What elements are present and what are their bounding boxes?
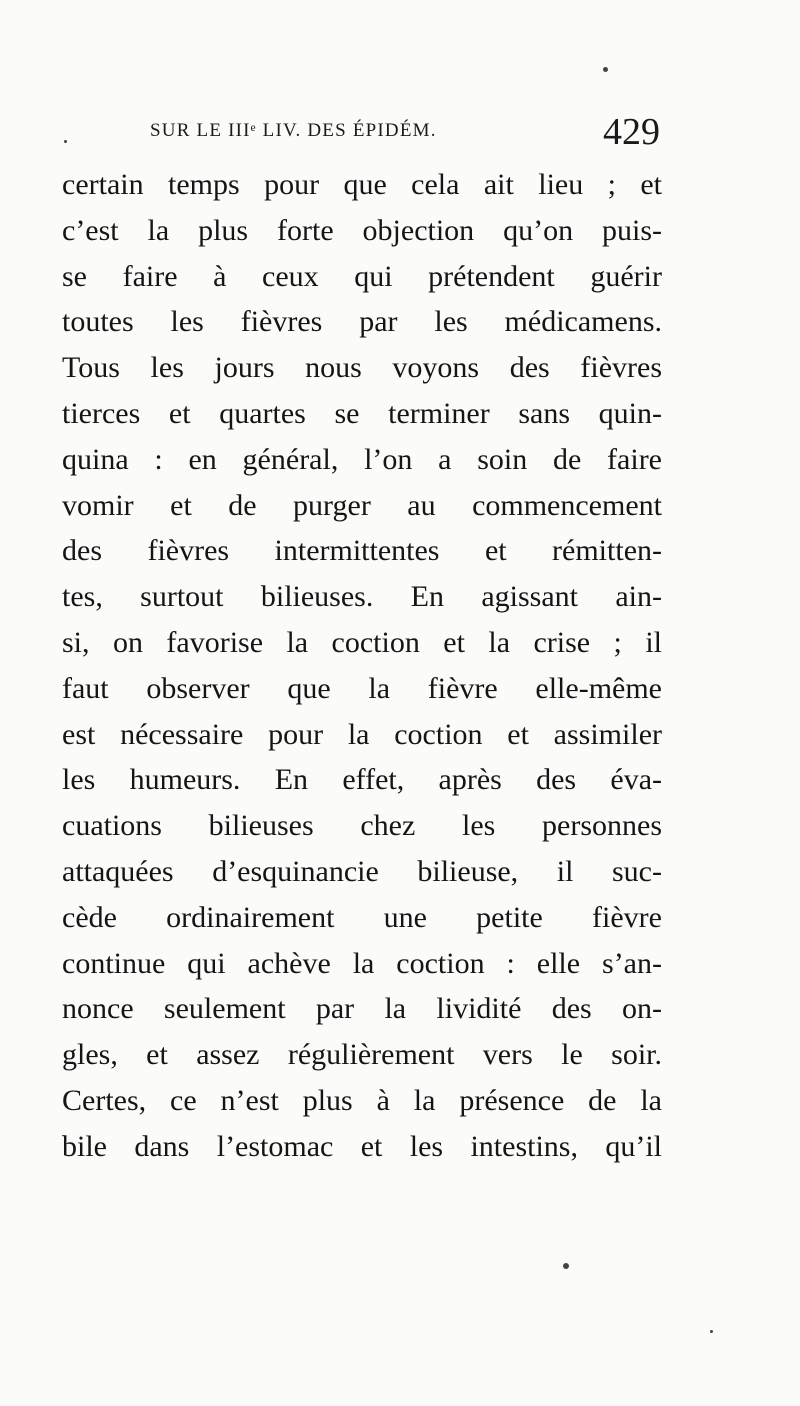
text-line: est nécessaire pour la coction et assimiler — [62, 717, 662, 751]
text-line: des fièvres intermittentes et rémitten- — [62, 534, 662, 568]
text-line: Tous les jours nous voyons des fièvres — [62, 351, 662, 385]
text-line: quina : en général, l’on a soin de faire — [62, 442, 662, 476]
text-line: vomir et de purger au commencement — [62, 488, 662, 522]
text-line: bile dans l’estomac et les intestins, qu’il — [62, 1129, 662, 1163]
running-head — [150, 112, 660, 158]
text-line: nonce seulement par la lividité des on- — [62, 992, 662, 1026]
ink-speck — [64, 140, 67, 143]
text-line: cuations bilieuses chez les personnes — [62, 809, 662, 843]
ink-speck — [710, 1330, 713, 1333]
ink-speck — [563, 1263, 569, 1269]
page-number: 429 — [603, 111, 660, 153]
text-line: Certes, ce n’est plus à la présence de la — [62, 1083, 662, 1117]
text-line: attaquées d’esquinancie bilieuse, il suc- — [62, 854, 662, 888]
text-line: si, on favorise la coction et la crise ; il — [62, 625, 662, 659]
text-line: toutes les fièvres par les médicamens. — [62, 305, 662, 339]
ink-speck — [603, 67, 608, 72]
text-line: gles, et assez régulièrement vers le soir. — [62, 1038, 662, 1072]
running-title: SUR LE IIIᵉ LIV. DES ÉPIDÉM. — [150, 120, 437, 141]
body-text — [62, 162, 662, 1170]
text-line: faut observer que la fièvre elle-même — [62, 671, 662, 705]
text-line: se faire à ceux qui prétendent guérir — [62, 259, 662, 293]
text-line: cède ordinairement une petite fièvre — [62, 900, 662, 934]
text-line: les humeurs. En effet, après des éva- — [62, 763, 662, 797]
text-line: tes, surtout bilieuses. En agissant ain- — [62, 580, 662, 614]
text-line: certain temps pour que cela ait lieu ; et — [62, 168, 662, 201]
text-line: c’est la plus forte objection qu’on puis- — [62, 213, 662, 247]
text-line: tierces et quartes se terminer sans quin- — [62, 396, 662, 430]
text-line: continue qui achève la coction : elle s’an- — [62, 946, 662, 980]
